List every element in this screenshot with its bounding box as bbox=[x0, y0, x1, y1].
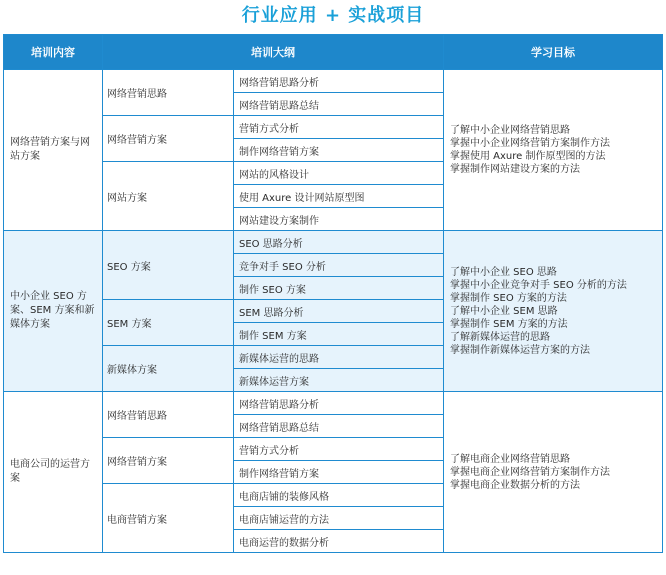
header-content: 培训内容 bbox=[4, 35, 103, 70]
learning-goals bbox=[444, 70, 663, 231]
module-name: 电商营销方案 bbox=[103, 484, 234, 553]
module-name: 网络营销方案 bbox=[103, 116, 234, 162]
goal-line: 掌握电商企业网络营销方案制作方法 bbox=[450, 466, 610, 478]
learning-goals bbox=[444, 231, 663, 392]
goal-line: 掌握制作 SEO 方案的方法 bbox=[450, 292, 567, 304]
outline-item: SEM 思路分析 bbox=[234, 300, 444, 323]
outline-item: 新媒体运营的思路 bbox=[234, 346, 444, 369]
module-name: SEO 方案 bbox=[103, 231, 234, 300]
table-row bbox=[4, 231, 663, 254]
goal-line: 了解中小企业 SEM 思路 bbox=[450, 305, 558, 317]
outline-item: SEO 思路分析 bbox=[234, 231, 444, 254]
goal-line: 掌握中小企业竞争对手 SEO 分析的方法 bbox=[450, 279, 627, 291]
module-name: 网站方案 bbox=[103, 162, 234, 231]
outline-item: 新媒体运营方案 bbox=[234, 369, 444, 392]
outline-item: 网站的风格设计 bbox=[234, 162, 444, 185]
outline-item: 网络营销思路分析 bbox=[234, 392, 444, 415]
header-goals: 学习目标 bbox=[444, 35, 663, 70]
goal-line: 掌握使用 Axure 制作原型图的方法 bbox=[450, 151, 606, 162]
section-topic: 网络营销方案与网站方案 bbox=[4, 70, 103, 231]
outline-item: 营销方式分析 bbox=[234, 116, 444, 139]
goal-line: 了解中小企业 SEO 思路 bbox=[450, 266, 557, 278]
outline-item: 制作 SEM 方案 bbox=[234, 323, 444, 346]
header-row bbox=[4, 35, 663, 70]
outline-item: 使用 Axure 设计网站原型图 bbox=[234, 185, 444, 208]
module-name: 新媒体方案 bbox=[103, 346, 234, 392]
outline-item: 制作网络营销方案 bbox=[234, 139, 444, 162]
goal-line: 掌握制作新媒体运营方案的方法 bbox=[450, 344, 590, 356]
goal-line: 掌握中小企业网络营销方案制作方法 bbox=[450, 138, 610, 149]
module-name: 网络营销思路 bbox=[103, 70, 234, 116]
module-name: 网络营销方案 bbox=[103, 438, 234, 484]
outline-item: 电商店铺的装修风格 bbox=[234, 484, 444, 507]
goal-line: 掌握制作网站建设方案的方法 bbox=[450, 164, 580, 175]
outline-item: 电商店铺运营的方法 bbox=[234, 507, 444, 530]
goal-line: 了解中小企业网络营销思路 bbox=[450, 125, 570, 136]
learning-goals bbox=[444, 392, 663, 553]
module-name: SEM 方案 bbox=[103, 300, 234, 346]
goal-line: 了解新媒体运营的思路 bbox=[450, 331, 550, 343]
section-topic: 电商公司的运营方案 bbox=[4, 392, 103, 553]
table-row bbox=[4, 70, 663, 93]
outline-item: 网站建设方案制作 bbox=[234, 208, 444, 231]
outline-item: 电商运营的数据分析 bbox=[234, 530, 444, 553]
outline-item: 网络营销思路总结 bbox=[234, 415, 444, 438]
outline-item: 网络营销思路分析 bbox=[234, 70, 444, 93]
training-outline-table bbox=[3, 34, 663, 553]
outline-item: 制作 SEO 方案 bbox=[234, 277, 444, 300]
goal-line: 了解电商企业网络营销思路 bbox=[450, 453, 570, 465]
page-title: 行业应用 + 实战项目 bbox=[241, 5, 425, 26]
outline-item: 制作网络营销方案 bbox=[234, 461, 444, 484]
outline-item: 网络营销思路总结 bbox=[234, 93, 444, 116]
goal-line: 掌握制作 SEM 方案的方法 bbox=[450, 318, 568, 330]
section-topic: 中小企业 SEO 方案、SEM 方案和新媒体方案 bbox=[4, 231, 103, 392]
table-row bbox=[4, 392, 663, 415]
outline-item: 竞争对手 SEO 分析 bbox=[234, 254, 444, 277]
header-outline: 培训大纲 bbox=[103, 35, 444, 70]
outline-item: 营销方式分析 bbox=[234, 438, 444, 461]
module-name: 网络营销思路 bbox=[103, 392, 234, 438]
goal-line: 掌握电商企业数据分析的方法 bbox=[450, 479, 580, 491]
